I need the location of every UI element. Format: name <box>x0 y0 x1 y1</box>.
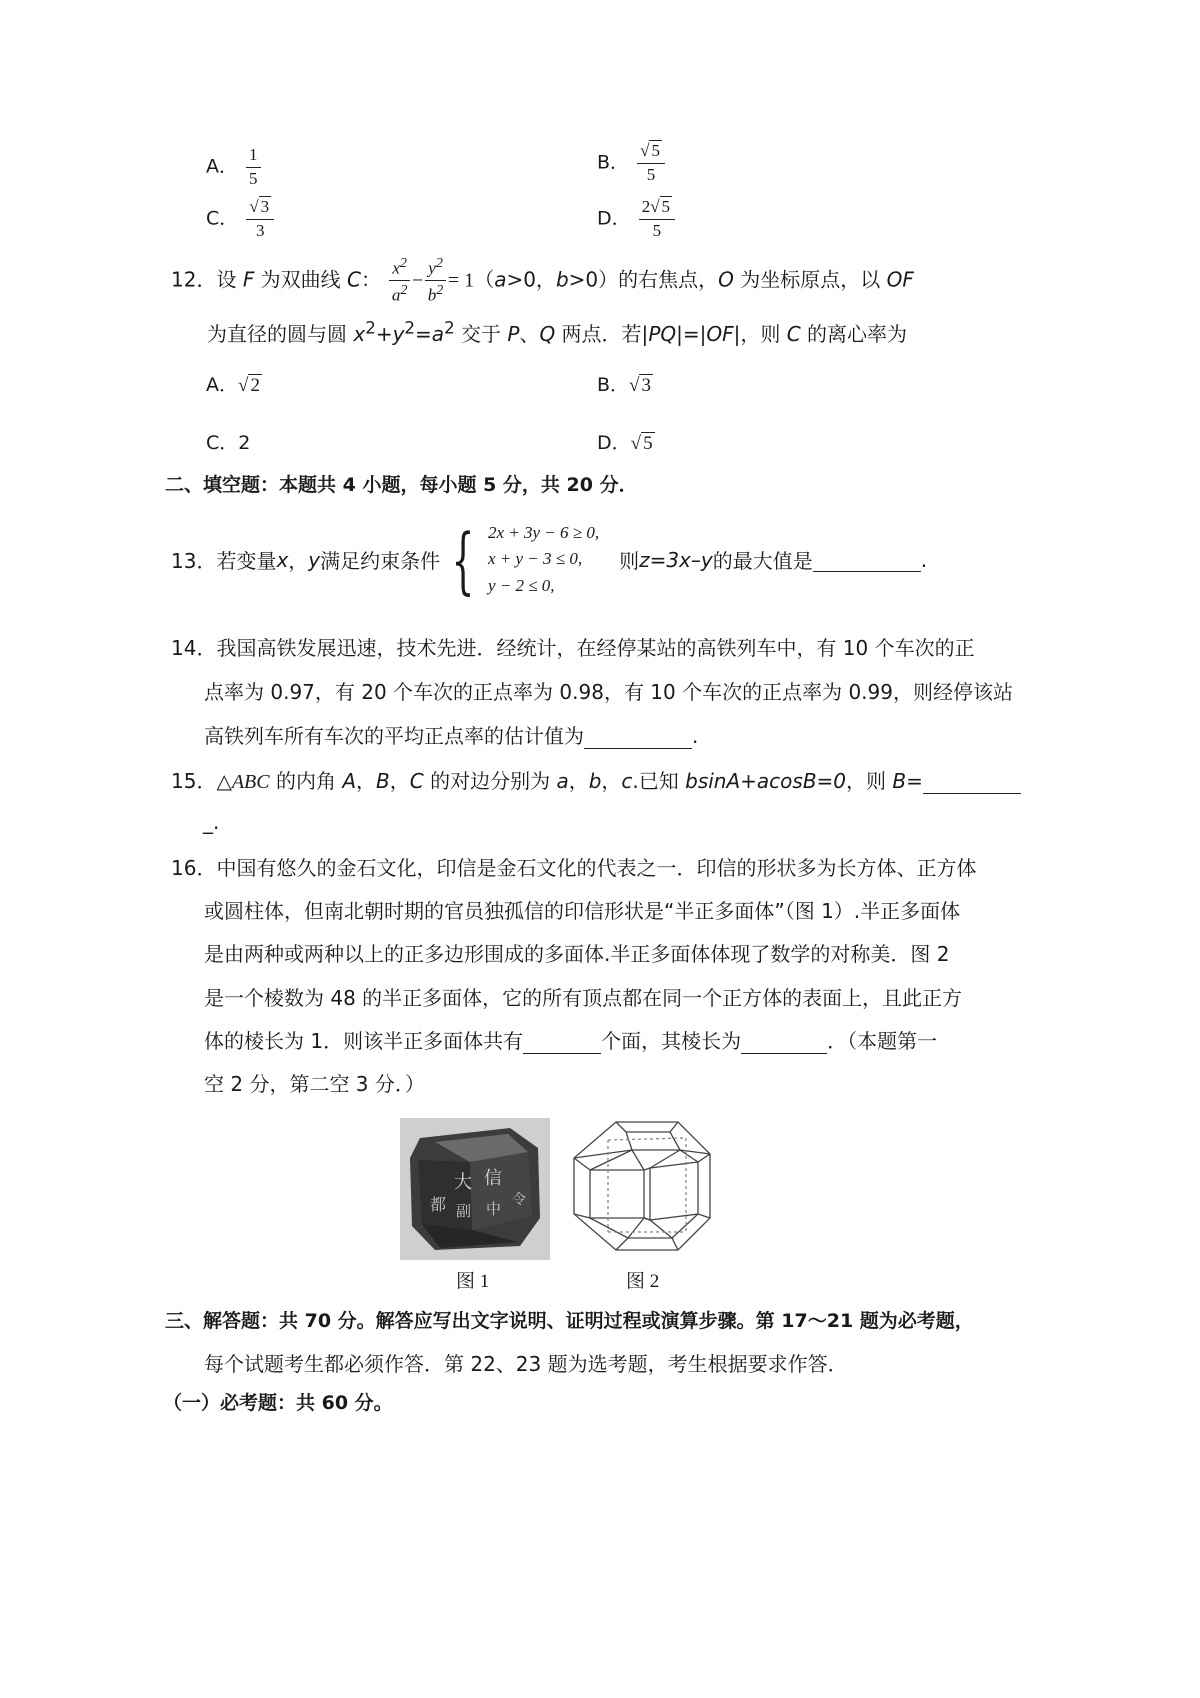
denominator: 3 <box>256 220 265 240</box>
q12-line1: 12．设 F 为双曲线 C： $\frac{x^2}{a^2}$ − $\frac{y^2}{b^2}$ = 1（a>0，b>0）的右焦点，O 为坐标原点，以 OF <box>171 255 914 305</box>
q14-line2: 点率为 0.97，有 20 个车次的正点率为 0.98，有 10 个车次的正点率为 0.99，则经停该站 <box>204 680 1013 704</box>
seal-char-1: 大 <box>454 1172 472 1193</box>
constraint-1: 2x + 3y − 6 ≥ 0, <box>487 523 600 542</box>
radicand: 5 <box>643 433 653 454</box>
equation: bsinA+acosB=0 <box>685 769 847 793</box>
text: ，则 <box>846 769 893 793</box>
var-p: P <box>507 322 520 346</box>
polyhedron-drawing <box>568 1114 718 1264</box>
var-y: y <box>428 258 436 278</box>
q16-line4: 是一个棱数为 48 的半正多面体，它的所有顶点都在同一个正方体的表面上，且此正方 <box>204 986 963 1010</box>
var-b: b <box>427 286 437 305</box>
text: ： <box>361 267 382 292</box>
radicand: 2 <box>250 375 260 396</box>
q16-line1 <box>171 852 976 881</box>
var-q: Q <box>539 322 556 346</box>
text: ．（本题第一 <box>827 1029 938 1053</box>
var-c: C <box>347 267 362 292</box>
coefficient: 2 <box>641 197 651 216</box>
numerator: 2√ 5 <box>639 198 675 220</box>
section-3-line2: 每个试题考生都必须作答．第 22、23 题为选考题，考生根据要求作答． <box>204 1352 848 1376</box>
text: 若变量 <box>216 549 277 574</box>
text: 的内角 <box>269 769 343 793</box>
var-x: x <box>276 547 289 572</box>
var-c-angle: C <box>409 769 424 793</box>
denominator: 5 <box>249 168 258 188</box>
question-number: 12． <box>171 267 217 292</box>
text: 为双曲线 <box>254 267 348 292</box>
sqrt: √ 2 <box>238 375 260 396</box>
objective: z=3x–y <box>639 547 713 572</box>
text: （ <box>474 267 495 292</box>
seal-char-3: 信 <box>484 1168 502 1189</box>
constraint-system <box>440 517 600 602</box>
q11-option-d <box>597 198 677 240</box>
text: 个面，其棱长为 <box>601 1029 742 1053</box>
option-label: A． <box>206 374 238 396</box>
var-f: F <box>242 267 255 292</box>
var-y: y <box>308 547 321 572</box>
text: + <box>375 322 393 346</box>
q11-option-a <box>206 146 263 188</box>
q12-option-b <box>597 370 653 397</box>
option-label: C． <box>206 207 239 230</box>
figure-2-polyhedron-diagram <box>568 1114 718 1264</box>
text: . <box>920 547 928 572</box>
text: ， <box>601 769 622 793</box>
q13 <box>171 517 928 602</box>
q12-option-c <box>206 428 250 455</box>
option-value: 2 <box>238 432 251 454</box>
q12-option-a <box>206 370 262 397</box>
var-o: O <box>718 267 734 292</box>
q14-line1 <box>171 632 975 661</box>
text: 我国高铁发展迅速，技术先进．经统计，在经停某站的高铁列车中，有 10 个车次的正 <box>216 636 975 660</box>
question-number: 14． <box>171 636 217 660</box>
radicand: 3 <box>260 197 270 216</box>
text: .已知 <box>632 769 686 793</box>
option-label: D． <box>597 432 631 454</box>
var-of: OF <box>886 267 914 292</box>
section-2-heading: 二、填空题：本题共 4 小题，每小题 5 分，共 20 分． <box>165 474 638 496</box>
figure-1-caption: 图 1 <box>456 1271 490 1292</box>
q12-line2: 为直径的圆与圆 $x^2+y^2=a^2$ 交于 P、Q 两点．若|PQ|=|OF|，则 C 的离心率为 <box>207 318 908 346</box>
text: ， <box>288 549 309 574</box>
text: 高铁列车所有车次的平均正点率的估计值为 <box>204 724 584 748</box>
text: 的离心率为 <box>800 322 908 346</box>
var-c: C <box>786 322 801 346</box>
var-of: OF <box>706 322 734 346</box>
var-pq: PQ <box>648 322 677 346</box>
equals-one: = 1 <box>447 269 475 292</box>
q16-line3: 是由两种或两种以上的正多边形围成的多面体.半正多面体体现了数学的对称美．图 2 <box>204 942 950 966</box>
figure-2-caption: 图 2 <box>626 1271 660 1292</box>
answer-blank[interactable] <box>813 547 921 572</box>
radicand: 3 <box>641 375 651 396</box>
radicand: 5 <box>661 197 671 216</box>
text: |=| <box>676 322 707 346</box>
text: 的最大值是 <box>712 549 813 574</box>
section-3-subheading: （一）必考题：共 60 分。 <box>163 1392 393 1414</box>
seal-photo-image <box>400 1118 550 1260</box>
text: >0， <box>506 267 556 292</box>
seal-char-5: 副 <box>456 1202 472 1220</box>
sqrt: √ 3 <box>629 375 651 396</box>
denominator: 5 <box>652 220 662 240</box>
text: 、 <box>519 322 540 346</box>
var-c: c <box>621 769 633 793</box>
text: 为坐标原点，以 <box>733 267 887 292</box>
option-label: C． <box>206 432 239 454</box>
text: 两点．若| <box>555 322 649 346</box>
text: >0）的右焦点， <box>568 267 719 292</box>
question-number: 13． <box>171 549 217 574</box>
denominator: 5 <box>646 164 656 184</box>
text: ， <box>356 769 377 793</box>
option-label: B． <box>597 374 630 396</box>
answer-blank[interactable] <box>923 769 1021 794</box>
text: 设 <box>216 267 243 292</box>
answer-blank-2[interactable] <box>741 1029 827 1054</box>
fraction <box>246 198 274 240</box>
option-label: D． <box>597 207 631 230</box>
left-brace: { <box>451 517 475 602</box>
answer-blank[interactable] <box>584 724 692 749</box>
var-x: x <box>353 322 366 346</box>
var-b: b <box>555 267 569 292</box>
q11-option-b <box>597 142 667 184</box>
numerator: 1 <box>246 146 261 168</box>
q16-line2: 或圆柱体，但南北朝时期的官员独孤信的印信形状是“半正多面体”（图 1）.半正多面体 <box>204 899 961 923</box>
var-b-equals: B= <box>892 769 923 793</box>
q16-line5 <box>204 1025 937 1054</box>
figure-1-seal-photo <box>400 1118 550 1260</box>
text: 交于 <box>454 322 508 346</box>
text: = <box>415 322 432 346</box>
var-a: a <box>391 286 401 305</box>
q11-option-c <box>206 198 276 240</box>
text: 的对边分别为 <box>423 769 557 793</box>
text: 则 <box>619 549 640 574</box>
fraction <box>639 198 675 240</box>
text: 满足约束条件 <box>320 549 441 574</box>
seal-char-6: 中 <box>486 1200 502 1218</box>
q15-line2: _. <box>203 810 220 834</box>
q16-line6: 空 2 分，第二空 3 分．） <box>204 1072 425 1096</box>
section-3-heading: 三、解答题：共 70 分。解答应写出文字说明、证明过程或演算步骤。第 17～21 题为必考题， <box>165 1310 974 1332</box>
var-x: x <box>392 258 400 278</box>
numerator: √ 5 <box>637 142 665 164</box>
text: |，则 <box>733 322 787 346</box>
text: 中国有悠久的金石文化，印信是金石文化的代表之一．印信的形状多为长方体、正方体 <box>216 856 977 880</box>
text: ， <box>568 769 589 793</box>
q14-line3 <box>204 720 698 749</box>
question-number: 16． <box>171 856 217 880</box>
option-label: B． <box>597 151 630 174</box>
question-number: 15． <box>171 769 217 793</box>
radicand: 5 <box>651 141 660 160</box>
text: ， <box>389 769 410 793</box>
q15-line1 <box>171 765 1021 794</box>
var-a: a <box>494 267 507 292</box>
fraction-x2-a2: $\frac{x^2}{a^2}$ <box>389 256 410 306</box>
fraction <box>246 146 261 188</box>
text: . <box>692 724 699 748</box>
numerator: √ 3 <box>246 198 274 220</box>
answer-blank-1[interactable] <box>523 1029 601 1054</box>
seal-char-2: 都 <box>430 1195 447 1214</box>
q12-option-d <box>597 428 655 455</box>
constraint-3: y − 2 ≤ 0, <box>487 575 555 595</box>
var-b-angle: B <box>376 769 390 793</box>
seal-char-4: 令 <box>512 1192 526 1208</box>
var-b: b <box>588 769 602 793</box>
var-a: a <box>431 322 445 346</box>
option-label: A． <box>206 155 238 178</box>
var-a-angle: A <box>342 769 357 793</box>
var-y: y <box>392 322 405 346</box>
fraction-y2-b2: $\frac{y^2}{b^2}$ <box>425 256 446 306</box>
text: 体的棱长为 1．则该半正多面体共有 <box>204 1029 524 1053</box>
fraction <box>637 142 665 184</box>
triangle-abc: △ABC <box>216 771 270 793</box>
text: 为直径的圆与圆 <box>207 322 354 346</box>
var-a: a <box>556 769 569 793</box>
constraint-2: x + y − 3 ≤ 0, <box>487 549 583 569</box>
sqrt: √ 5 <box>630 433 653 454</box>
